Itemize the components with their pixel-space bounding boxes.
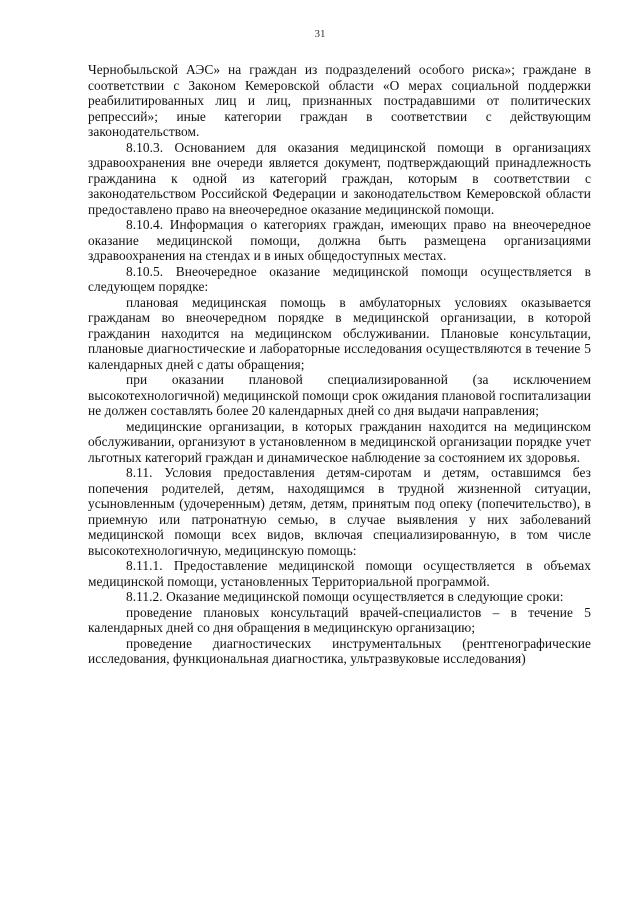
- paragraph-8-10-3: 8.10.3. Основанием для оказания медицинской помощи в организациях здравоохранения вне очереди является документ, подтверждающий принадлежность гражданина к одной из категорий граждан, которым в соответствии с законодательством Российской Федерации и законодательством Кемеровской области предоставлено право на внеочередное оказание медицинской помощи.: [88, 139, 591, 217]
- paragraph-8-11-2: 8.11.2. Оказание медицинской помощи осуществляется в следующие сроки:: [126, 589, 564, 604]
- paragraph-specialist-consultations: проведение плановых консультаций врачей-специалистов – в течение 5 календарных дней со дня обращения в медицинскую организацию;: [88, 604, 591, 635]
- paragraph-8-11: 8.11. Условия предоставления детям-сиротам и детям, оставшимся без попечения родителей, детям, находящимся в трудной жизненной ситуации, усыновленным (удочеренным) детям, детям, принятым под опеку (попечительство), в приемную или патронатную семью, в случае выявления у них заболеваний медицинской помощи всех видов, включая специализированную, в том числе высокотехнологичную, медицинскую помощь:: [88, 465, 591, 558]
- paragraph-chernobyl-continuation: Чернобыльской АЭС» на граждан из подразделений особого риска»; граждане в соответствии с Законом Кемеровской области «О мерах социальной поддержки реабилитированных лиц и лиц, признанных пострадавшими от политических репрессий»; иные категории граждан в соответствии с действующим законодательством.: [88, 62, 591, 139]
- paragraph-records-tracking: медицинские организации, в которых гражданин находится на медицинском обслуживании, организуют в установленном в медицинской организации порядке учет льготных категорий граждан и динамическое наблюдение за состоянием их здоровья.: [88, 418, 591, 465]
- paragraph-8-10-4: 8.10.4. Информация о категориях граждан, имеющих право на внеочередное оказание медицинской помощи, должна быть размещена организациями здравоохранения на стендах и в иных общедоступных местах.: [88, 217, 591, 263]
- paragraph-8-11-1: 8.11.1. Предоставление медицинской помощи осуществляется в объемах медицинской помощи, установленных Территориальной программой.: [88, 558, 591, 589]
- paragraph-outpatient-care: плановая медицинская помощь в амбулаторных условиях оказывается гражданам во внеочередном порядке в медицинской организации, в которой гражданин находится на медицинском обслуживании. Плановые консультации, плановые диагностические и лабораторные исследования осуществляются в течение 5 календарных дней с даты обращения;: [88, 294, 591, 372]
- paragraph-8-10-5: 8.10.5. Внеочередное оказание медицинской помощи осуществляется в следующем порядке:: [88, 263, 591, 294]
- page-number: 31: [314, 28, 326, 40]
- paragraph-diagnostic-studies: проведение диагностических инструментальных (рентгенографические исследования, функциональная диагностика, ультразвуковые исследования): [88, 635, 591, 666]
- paragraph-specialized-care: при оказании плановой специализированной (за исключением высокотехнологичной) медицинской помощи срок ожидания плановой госпитализации не должен составлять более 20 календарных дней со дня выдачи направления;: [88, 372, 591, 418]
- document-body: [88, 62, 591, 667]
